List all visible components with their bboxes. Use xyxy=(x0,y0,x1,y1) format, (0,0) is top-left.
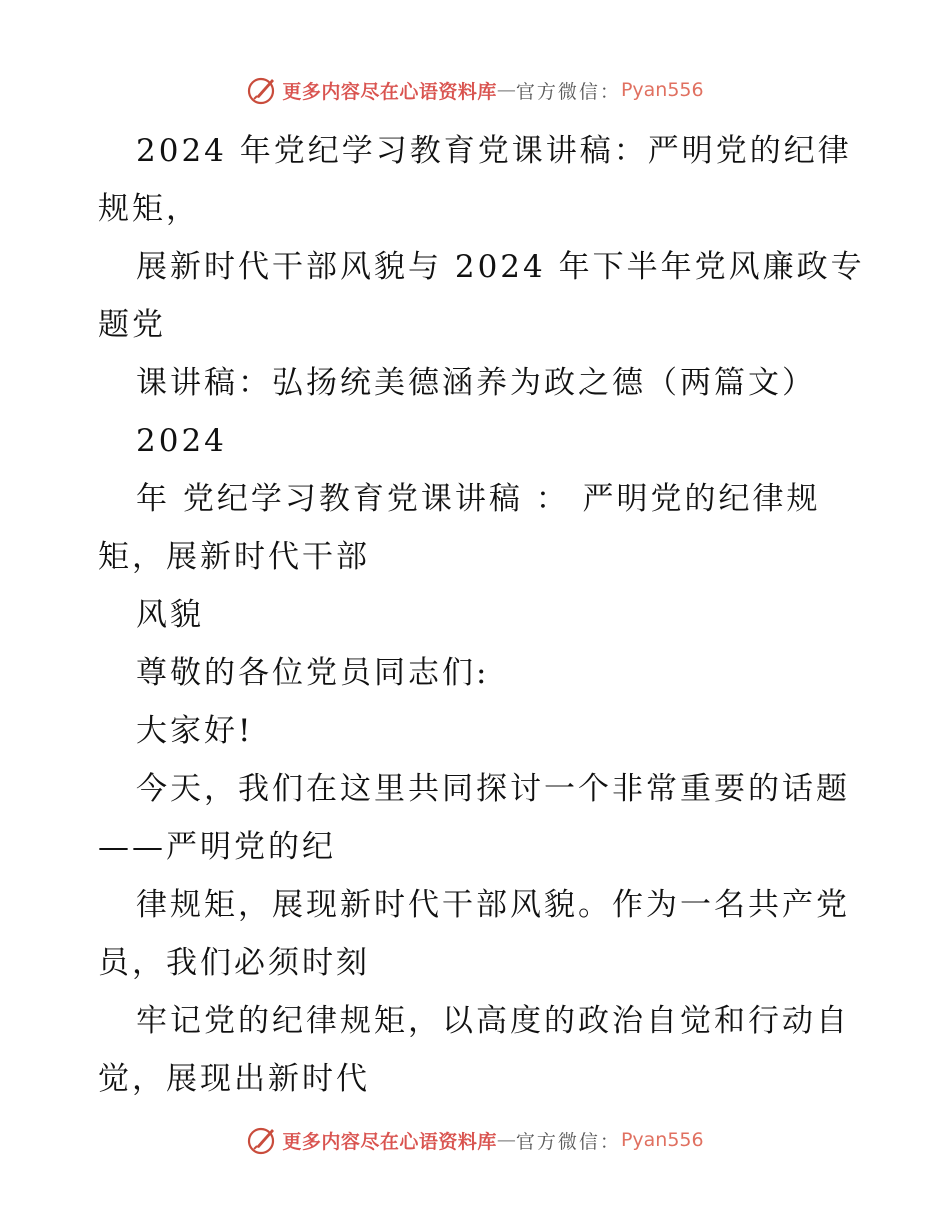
text-line: 年 党纪学习教育党课讲稿 ： 严明党的纪律规 xyxy=(136,481,821,517)
text-line: ——严明党的纪 xyxy=(98,829,336,865)
text-line: 律规矩，展现新时代干部风貌。作为一名共产党 xyxy=(136,887,850,923)
text-line: 大家好! xyxy=(136,713,254,749)
quill-logo-icon xyxy=(246,1124,278,1156)
text-line: 员，我们必须时刻 xyxy=(98,945,370,981)
text-line: 2024 年党纪学习教育党课讲稿：严明党的纪律 xyxy=(136,133,852,169)
header-separator: — xyxy=(496,79,516,101)
text-line: 尊敬的各位党员同志们: xyxy=(136,655,490,691)
text-line: 2024 xyxy=(136,423,227,459)
document-body xyxy=(98,122,865,1108)
text-line: 觉，展现出新时代 xyxy=(98,1061,370,1097)
footer-wechat-id: Pyan556 xyxy=(620,1129,704,1151)
footer-separator: — xyxy=(496,1129,516,1151)
text-line: 矩，展新时代干部 xyxy=(98,539,370,575)
footer-wechat-label: 官方微信： xyxy=(515,1130,621,1153)
footer-site-name: 更多内容尽在心语资料库 xyxy=(282,1130,497,1153)
text-line: 题党 xyxy=(98,307,166,343)
text-line: 规矩， xyxy=(98,191,200,227)
header-banner xyxy=(0,70,950,110)
text-line: 展新时代干部风貌与 2024 年下半年党风廉政专 xyxy=(136,249,865,285)
header-wechat-id: Pyan556 xyxy=(620,79,704,101)
text-line: 今天，我们在这里共同探讨一个非常重要的话题 xyxy=(136,771,850,807)
header-wechat-label: 官方微信： xyxy=(515,80,621,103)
footer-banner xyxy=(0,1120,950,1160)
header-site-name: 更多内容尽在心语资料库 xyxy=(282,80,497,103)
text-line: 牢记党的纪律规矩，以高度的政治自觉和行动自 xyxy=(136,1003,850,1039)
text-line: 课讲稿：弘扬统美德涵养为政之德（两篇文） xyxy=(136,365,816,401)
quill-logo-icon xyxy=(246,74,278,106)
text-line: 风貌 xyxy=(136,597,204,633)
